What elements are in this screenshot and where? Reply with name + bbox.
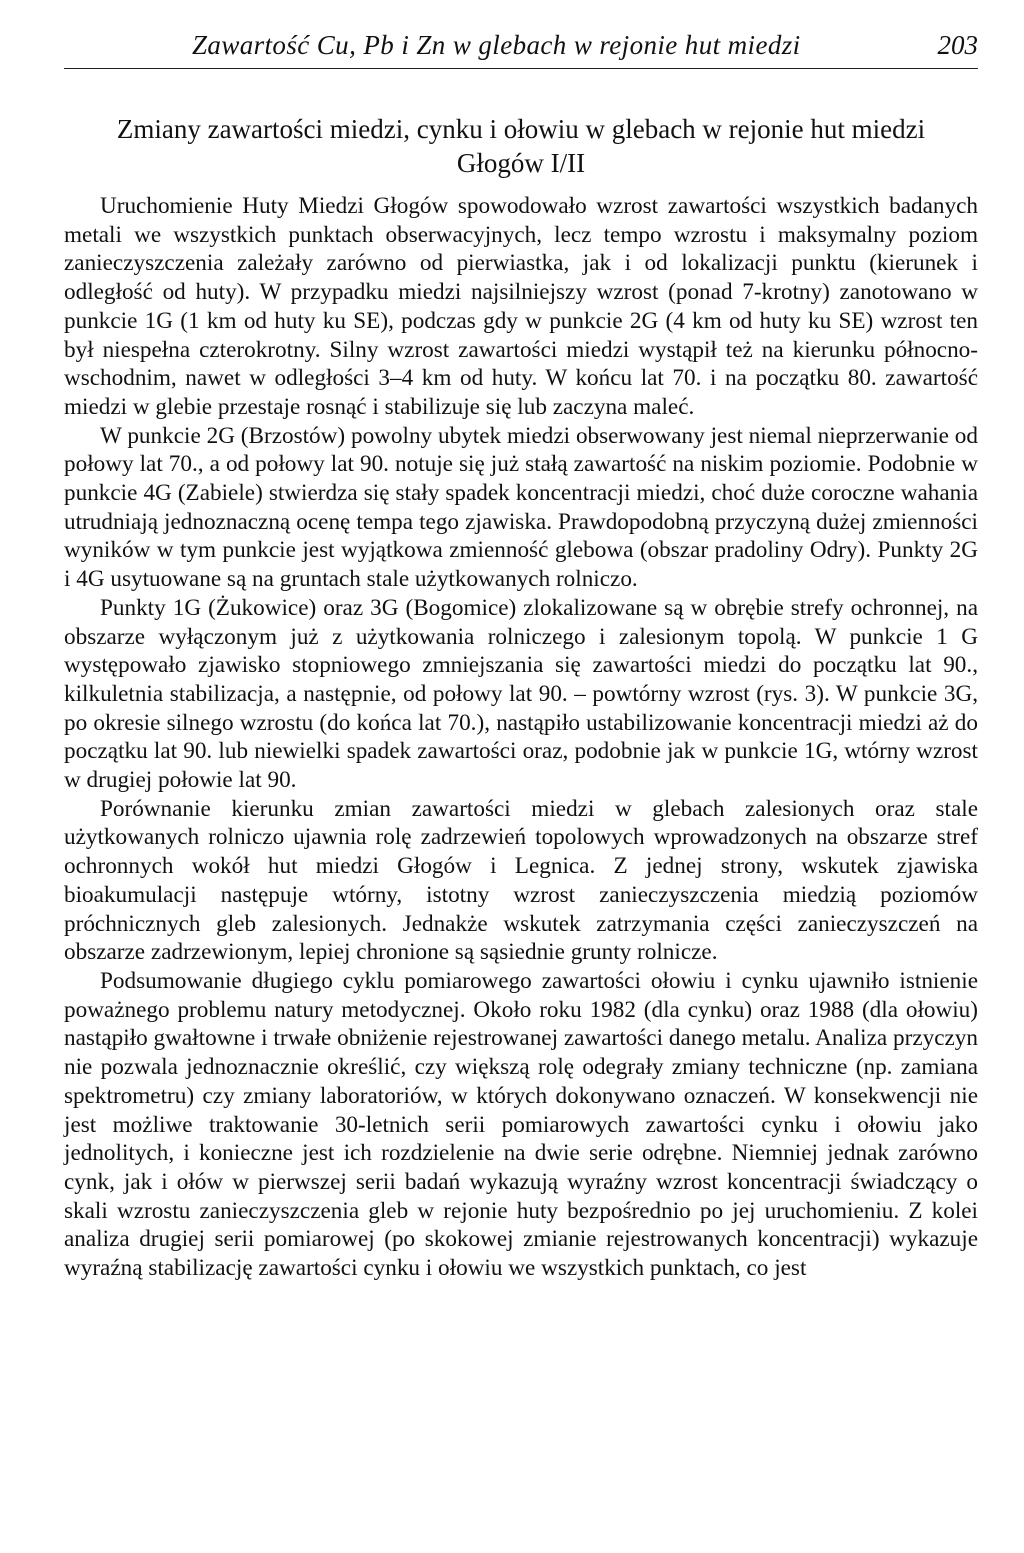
section-title — [64, 112, 978, 180]
paragraph-2: W punkcie 2G (Brzostów) powolny ubytek miedzi obserwowany jest niemal nieprzerwanie od połowy lat 70., a od połowy lat 90. notuje się już stałą zawartość na niskim poziomie. Podobnie w punkcie 4G (Zabiele) stwierdza się stały spadek koncentracji miedzi, choć duże coroczne wahania utrudniają jednoznaczną ocenę tempa tego zjawiska. Prawdopodobną przyczyną dużej zmienności wyników w tym punkcie jest wyjątkowa zmienność glebowa (obszar pradoliny Odry). Punkty 2G i 4G usytuowane są na gruntach stale użytkowanych rolniczo. — [64, 422, 978, 593]
running-title: Zawartość Cu, Pb i Zn w glebach w rejonie hut miedzi — [192, 30, 801, 60]
section-title-line-2: Głogów I/II — [456, 148, 586, 178]
section-title-line-1: Zmiany zawartości miedzi, cynku i ołowiu w glebach w rejonie hut miedzi — [116, 114, 926, 144]
page-number: 203 — [937, 30, 978, 60]
paragraph-5: Podsumowanie długiego cyklu pomiarowego zawartości ołowiu i cynku ujawniło istnienie poważnego problemu natury metodycznej. Około roku 1982 (dla cynku) oraz 1988 (dla ołowiu) nastąpiło gwałtowne i trwałe obniżenie rejestrowanej zawartości danego metalu. Analiza przyczyn nie pozwala jednoznacznie określić, czy większą rolę odegrały zmiany techniczne (np. zamiana spektrometru) czy zmiany laboratoriów, w których dokonywano oznaczeń. W konsekwencji nie jest możliwe traktowanie 30-letnich serii pomiarowych zawartości cynku i ołowiu jako jednolitych, i konieczne jest ich rozdzielenie na dwie serie odrębne. Niemniej jednak zarówno cynk, jak i ołów w pierwszej serii badań wykazują wyraźny wzrost koncentracji świadczący o skali wzrostu zanieczyszczenia gleb w rejonie huty bezpośrednio po jej uruchomieniu. Z kolei analiza drugiej serii pomiarowej (po skokowej zmianie rejestrowanych koncentracji) wykazuje wyraźną stabilizację zawartości cynku i ołowiu we wszystkich punktach, co jest — [64, 967, 978, 1282]
paragraph-4: Porównanie kierunku zmian zawartości miedzi w glebach zalesionych oraz stale użytkowanych rolniczo ujawnia rolę zadrzewień topolowych wprowadzonych na obszarze stref ochronnych wokół hut miedzi Głogów i Legnica. Z jednej strony, wskutek zjawiska bioakumulacji następuje wtórny, istotny wzrost zanieczyszczenia miedzią poziomów próchnicznych gleb zalesionych. Jednakże wskutek zatrzymania części zanieczyszczeń na obszarze zadrzewionym, lepiej chronione są sąsiednie grunty rolnicze. — [64, 795, 978, 966]
paragraph-3: Punkty 1G (Żukowice) oraz 3G (Bogomice) zlokalizowane są w obrębie strefy ochronnej, na obszarze wyłączonym już z użytkowania rolniczego i zalesionym topolą. W punkcie 1 G występowało zjawisko stopniowego zmniejszania się zawartości miedzi do początku lat 90., kilkuletnia stabilizacja, a następnie, od połowy lat 90. – powtórny wzrost (rys. 3). W punkcie 3G, po okresie silnego wzrostu (do końca lat 70.), nastąpiło ustabilizowanie koncentracji miedzi aż do początku lat 90. lub niewielki spadek zawartości oraz, podobnie jak w punkcie 1G, wtórny wzrost w drugiej połowie lat 90. — [64, 594, 978, 794]
paragraph-1: Uruchomienie Huty Miedzi Głogów spowodowało wzrost zawartości wszystkich badanych metali we wszystkich punktach obserwacyjnych, lecz tempo wzrostu i maksymalny poziom zanieczyszczenia zależały zarówno od pierwiastka, jak i od lokalizacji punktu (kierunek i odległość od huty). W przypadku miedzi najsilniejszy wzrost (ponad 7-krotny) zanotowano w punkcie 1G (1 km od huty ku SE), podczas gdy w punkcie 2G (4 km od huty ku SE) wzrost ten był niespełna czterokrotny. Silny wzrost zawartości miedzi wystąpił też na kierunku północno-wschodnim, nawet w odległości 3–4 km od huty. W końcu lat 70. i na początku 80. zawartość miedzi w glebie przestaje rosnąć i stabilizuje się lub zaczyna maleć. — [64, 193, 978, 420]
running-header — [64, 28, 978, 69]
body-text — [64, 192, 978, 1283]
